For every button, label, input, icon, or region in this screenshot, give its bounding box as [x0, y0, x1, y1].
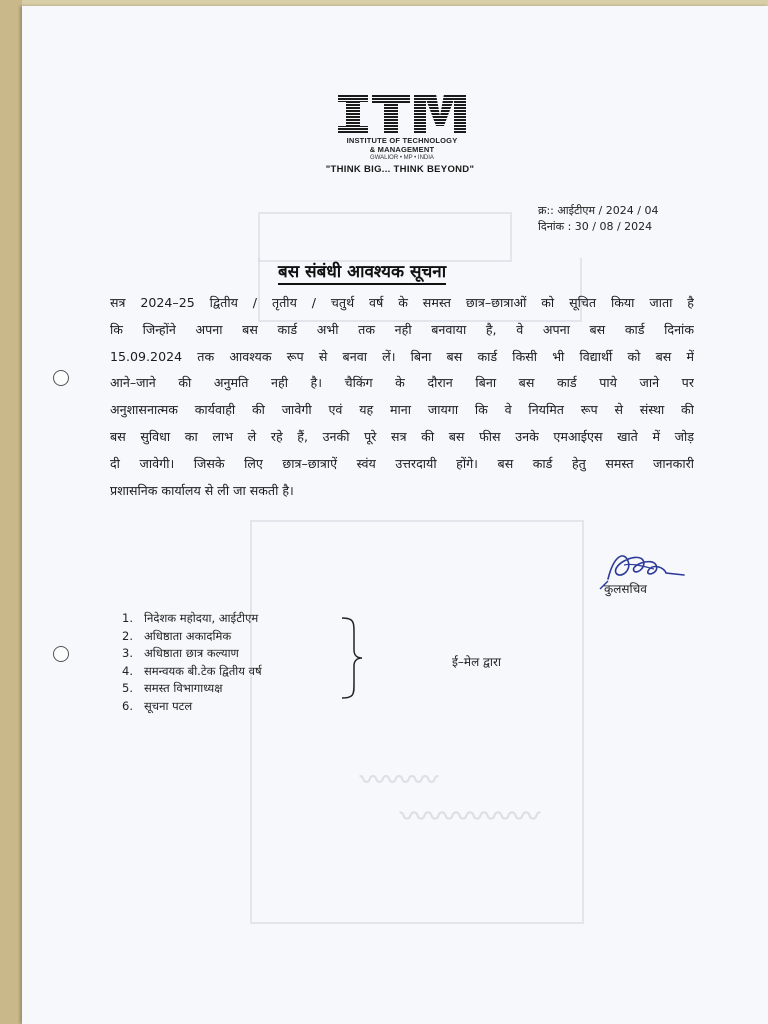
body-line: दी जावेगी। जिसके लिए छात्र–छात्राऐं स्वंय उत्तरदायी होंगे। बस कार्ड हेतु समस्त जानकारी: [110, 455, 694, 471]
institute-tagline: "THINK BIG... THINK BEYOND": [325, 164, 475, 175]
show-through-box: [258, 212, 512, 262]
institute-name-line1: INSTITUTE OF TECHNOLOGY: [346, 136, 458, 145]
scan-left-edge: [0, 0, 22, 1024]
curly-brace: [340, 616, 364, 700]
institute-location: GWALIOR • MP • INDIA: [370, 155, 434, 161]
list-item: 5. समस्त विभागाध्यक्ष: [122, 681, 223, 696]
signatory-title: कुलसचिव: [604, 582, 647, 596]
show-through-frame: [250, 520, 584, 924]
reference-block: [538, 203, 658, 235]
show-through-text: 〰〰〰〰〰: [400, 800, 541, 833]
list-item: 3. अधिष्ठाता छात्र कल्याण: [122, 646, 239, 661]
show-through-text: 〰〰〰: [360, 766, 439, 796]
reference-number: क्र:: आईटीएम / 2024 / 04: [538, 204, 659, 217]
distribution-via: ई–मेल द्वारा: [452, 655, 502, 669]
institute-name-line2: & MANAGEMENT: [369, 145, 435, 154]
list-item: 1. निदेशक महोदया, आईटीएम: [122, 611, 259, 625]
punch-hole-top: [53, 370, 69, 386]
list-item: 4. समन्वयक बी.टेक द्वितीय वर्ष: [122, 663, 262, 678]
body-line: 15.09.2024 तक आवश्यक रूप से बनवा लें। बिना बस कार्ड किसी भी विद्यार्थी को बस में: [110, 348, 694, 364]
body-line: प्रशासनिक कार्यालय से ली जा सकती है।: [110, 482, 294, 498]
body-line: कि जिन्होंने अपना बस कार्ड अभी तक नही बनवाया है, वे अपना बस कार्ड दिनांक: [110, 321, 694, 337]
distribution-list: [122, 610, 262, 716]
body-line: सत्र 2024–25 द्वितीय / तृतीय / चतुर्थ वर्ष के समस्त छात्र–छात्राओं को सूचित किया जाता है: [110, 295, 694, 310]
body-line: अनुशासनात्मक कार्यवाही की जावेगी एवं यह माना जायगा कि वे नियमित रूप से संस्था की: [110, 402, 694, 418]
itm-logo-graphic: [336, 92, 468, 136]
reference-date: दिनांक : 30 / 08 / 2024: [538, 220, 653, 233]
list-item: 2. अधिष्ठाता अकादमिक: [122, 628, 232, 643]
list-item: 6. सूचना पटल: [122, 698, 193, 713]
notice-body: [110, 290, 694, 504]
body-line: बस सुविधा का लाभ ले रहे हैं, उनकी पूरे सत्र की बस फीस उनके एमआईएस खाते में जोड़: [110, 428, 694, 444]
punch-hole-bottom: [53, 646, 69, 662]
body-line: आने–जाने की अनुमति नही है। चैकिंग के दौरान बिना बस कार्ड पाये जाने पर: [110, 375, 694, 391]
notice-title: बस संबंधी आवश्यक सूचना: [278, 259, 446, 285]
institute-logo: [332, 92, 472, 162]
